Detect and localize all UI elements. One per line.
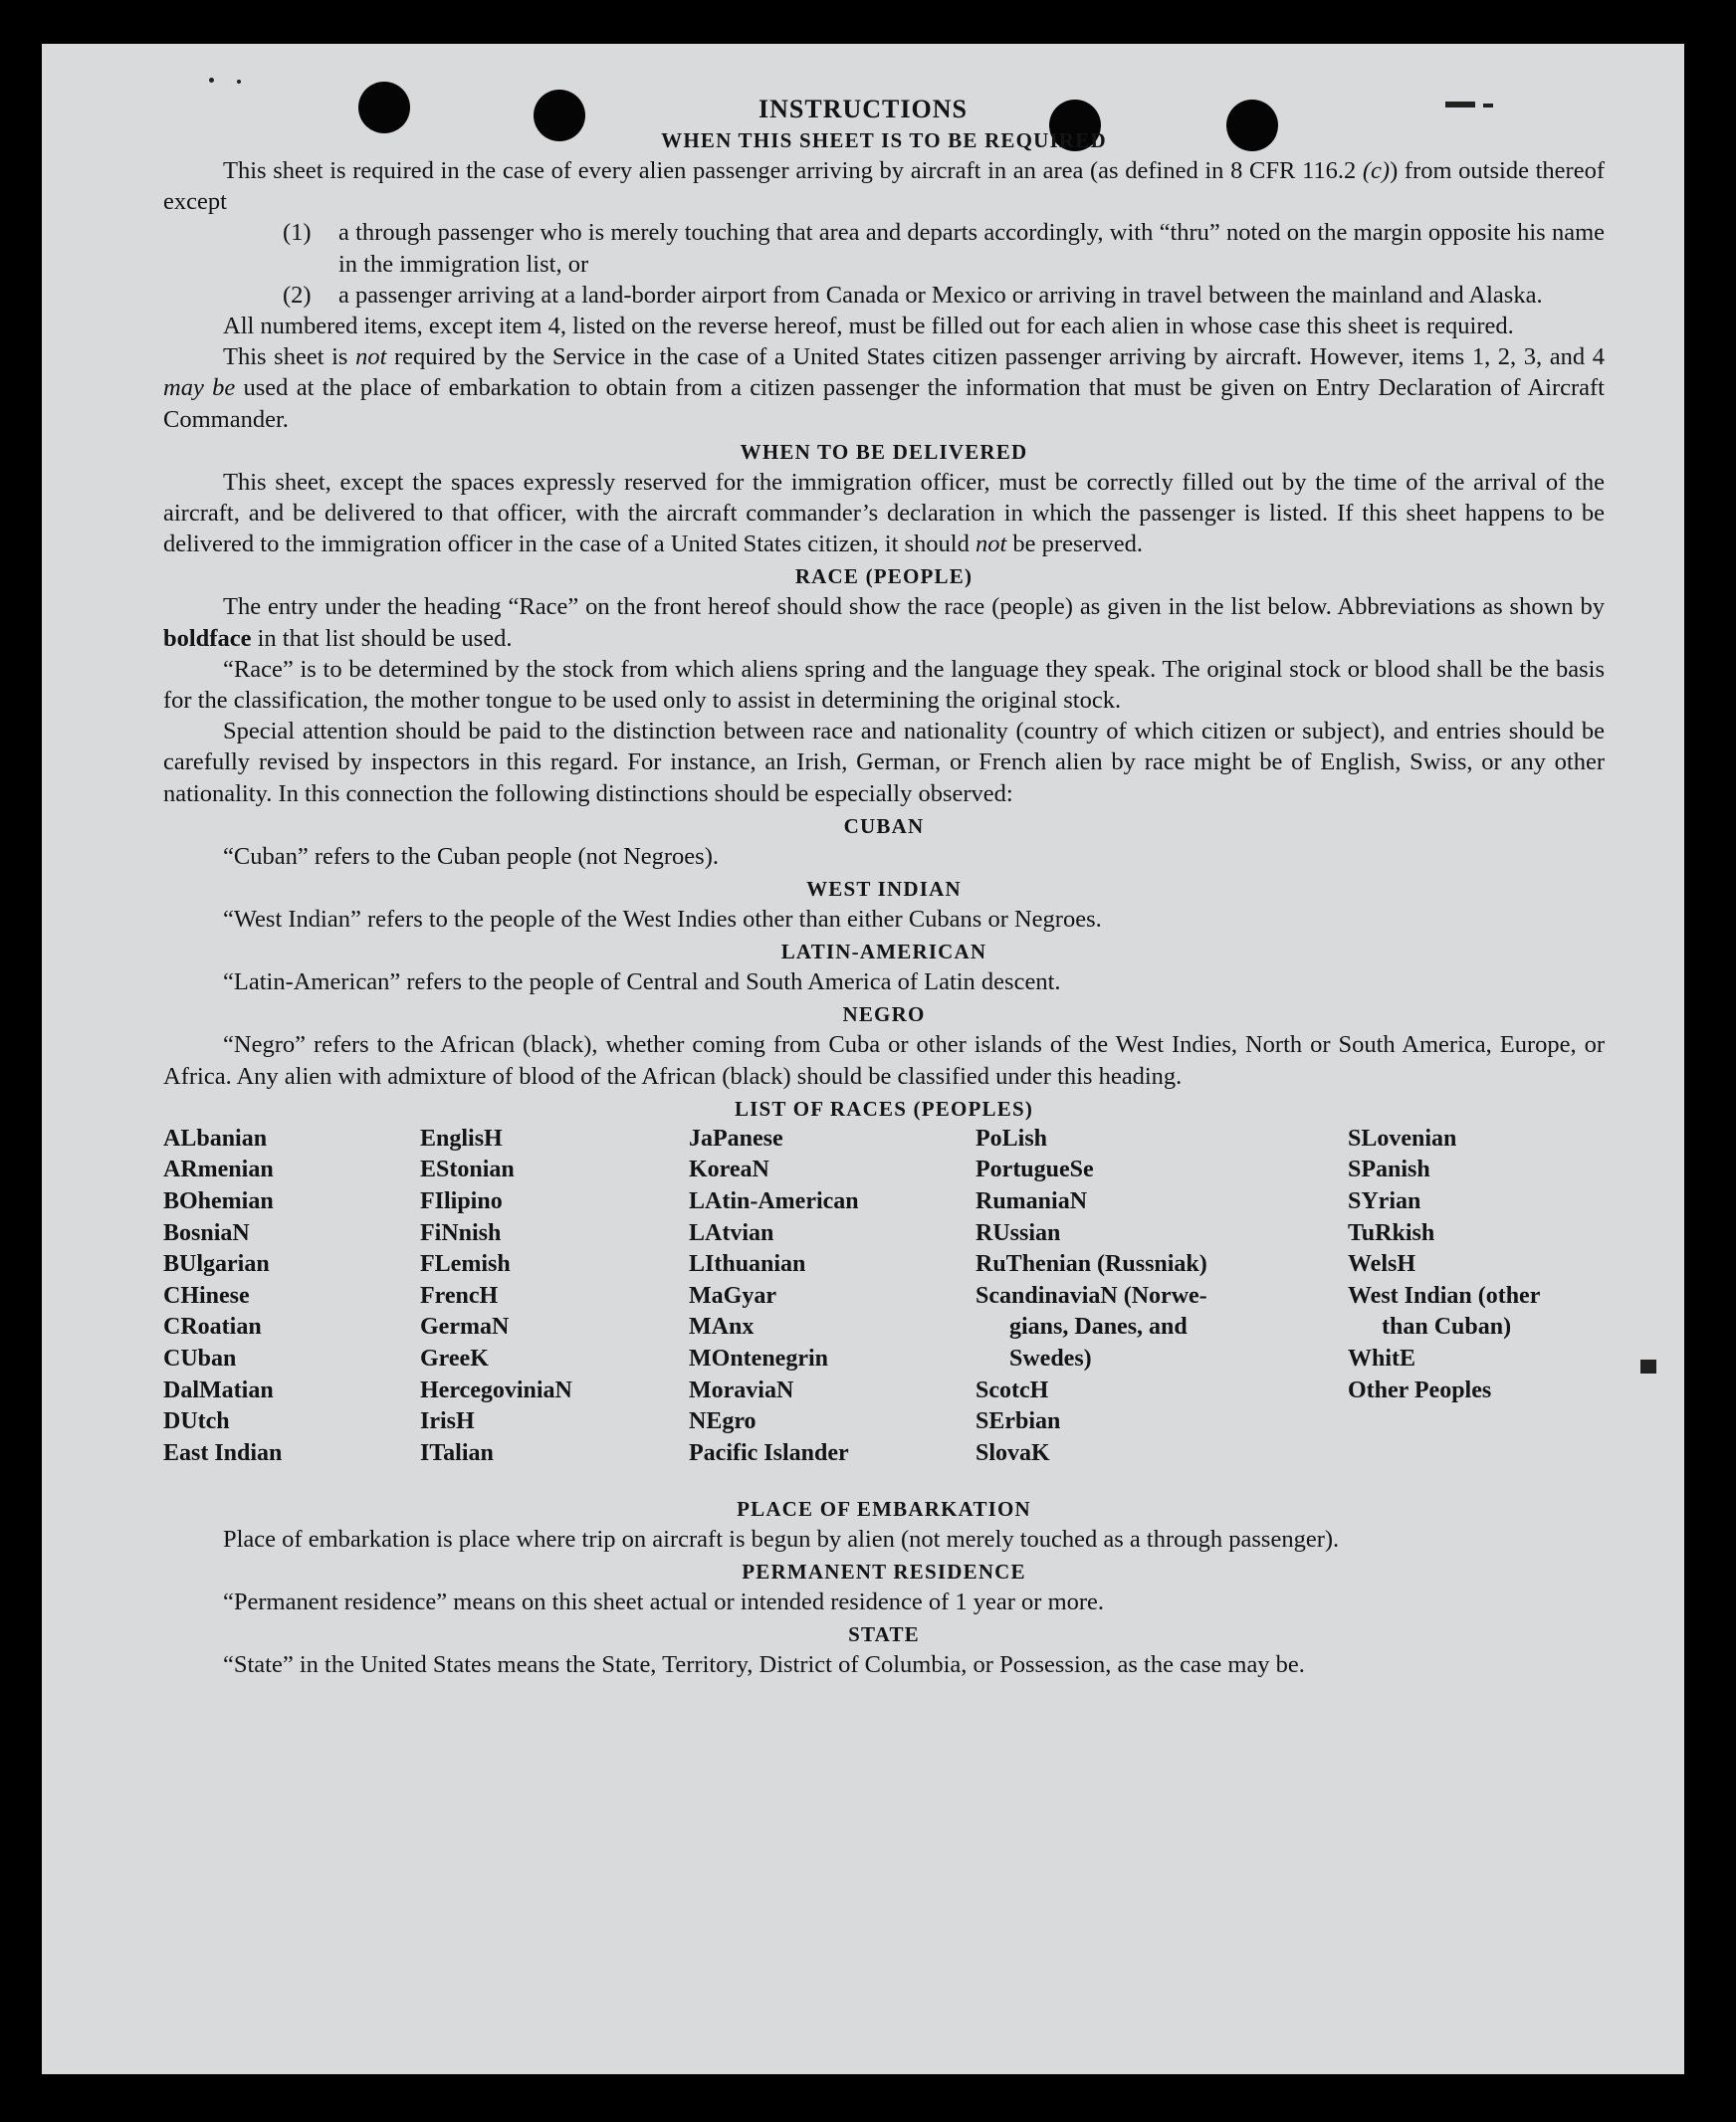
race-entry: Other Peoples bbox=[1348, 1377, 1492, 1403]
race-entry: CRoatian bbox=[163, 1314, 262, 1341]
heading-list-of-races: LIST OF RACES (PEOPLES) bbox=[734, 1096, 1034, 1121]
race-entry: SPanish bbox=[1348, 1157, 1430, 1183]
paragraph-race-1: The entry under the heading “Race” on the front hereof should show the race (people) as given in the list below. Abbreviations as shown by boldface in that list should be used. bbox=[163, 593, 1605, 652]
race-entry: MoraviaN bbox=[689, 1377, 794, 1403]
list-of-races bbox=[163, 1124, 1605, 1492]
race-entry: FIlipino bbox=[420, 1188, 503, 1215]
race-entry: MAnx bbox=[689, 1314, 755, 1341]
race-entry: PortugueSe bbox=[976, 1157, 1094, 1183]
ink-mark bbox=[237, 80, 241, 84]
paragraph-cuban: “Cuban” refers to the Cuban people (not Negroes). bbox=[223, 842, 719, 870]
heading-race: RACE (PEOPLE) bbox=[794, 564, 974, 589]
race-entry: JaPanese bbox=[689, 1125, 783, 1152]
paragraph-race-2: “Race” is to be determined by the stock from which aliens spring and the language they speak. The original stock or blood shall be the basis for the classification, the mother tongue to be used only to assist in determining the original stock. bbox=[163, 655, 1605, 715]
race-entry: ALbanian bbox=[163, 1125, 268, 1152]
instructions-body bbox=[163, 123, 1605, 1680]
race-entry: MOntenegrin bbox=[689, 1346, 828, 1373]
paragraph-latin-american: “Latin-American” refers to the people of Central and South America of Latin descent. bbox=[223, 968, 1061, 996]
page-title: INSTRUCTIONS bbox=[759, 95, 968, 123]
race-entry: FrencH bbox=[420, 1282, 499, 1309]
paragraph-negro: “Negro” refers to the African (black), whether coming from Cuba or other islands of the West Indies, North or South America, Europe, or Africa. Any alien with admixture of blood of the African (black) should be classified under this heading. bbox=[163, 1031, 1605, 1090]
paragraph-citizen: This sheet is not required by the Service in the case of a United States citizen passenger arriving by aircraft. However, items 1, 2, 3, and 4 may be used at the place of embarkation to obtain from a citizen passenger the information that must be given on Entry Declaration of Aircraft Commander. bbox=[163, 343, 1605, 433]
race-column-2 bbox=[420, 1124, 572, 1470]
race-entry: gians, Danes, and bbox=[1009, 1314, 1188, 1341]
paragraph-residence: “Permanent residence” means on this sheet actual or intended residence of 1 year or more. bbox=[223, 1589, 1105, 1616]
race-entry: WelsH bbox=[1348, 1251, 1416, 1278]
race-entry: GreeK bbox=[420, 1346, 489, 1373]
race-column-5 bbox=[1348, 1124, 1540, 1406]
race-entry: CHinese bbox=[163, 1282, 250, 1309]
document-page bbox=[42, 44, 1684, 2074]
race-entry: LIthuanian bbox=[689, 1251, 806, 1278]
race-entry: RUssian bbox=[976, 1219, 1061, 1246]
race-entry: East Indian bbox=[163, 1439, 283, 1466]
paragraph-race-3: Special attention should be paid to the distinction between race and nationality (country of which citizen or subject), and entries should be carefully revised by inspectors in this regard. For instance, an Irish, German, or French alien by race might be of English, Swiss, or any other nationality. In this connection the following distinctions should be especially observed: bbox=[163, 718, 1605, 807]
race-entry: MaGyar bbox=[689, 1282, 776, 1309]
paragraph-delivered: This sheet, except the spaces expressly reserved for the immigration officer, must be correctly filled out by the time of the arrival of the aircraft, and be delivered to that officer, with the aircraft commander’s declaration in which the passenger is listed. If this sheet happens to be delivered to the immigration officer in the case of a United States citizen, it should not be preserved. bbox=[163, 468, 1605, 558]
heading-when-delivered: WHEN TO BE DELIVERED bbox=[740, 439, 1028, 464]
heading-state: STATE bbox=[848, 1622, 920, 1647]
race-column-3 bbox=[689, 1124, 859, 1470]
race-entry: BosniaN bbox=[163, 1219, 250, 1246]
race-entry: NEgro bbox=[689, 1408, 757, 1435]
race-entry: CUban bbox=[163, 1346, 237, 1373]
race-entry: ScotcH bbox=[976, 1377, 1049, 1403]
race-entry: FLemish bbox=[420, 1251, 511, 1278]
race-entry: LAtin-American bbox=[689, 1188, 859, 1215]
exception-item-2: (2) a passenger arriving at a land-border airport from Canada or Mexico or arriving in travel between the mainland and Alaska. bbox=[283, 281, 1543, 309]
race-entry: LAtvian bbox=[689, 1219, 774, 1246]
paragraph-embarkation: Place of embarkation is place where trip on aircraft is begun by alien (not merely touched as a through passenger). bbox=[223, 1525, 1340, 1553]
race-entry: IrisH bbox=[420, 1408, 475, 1435]
heading-cuban: CUBAN bbox=[843, 813, 925, 838]
heading-permanent-residence: PERMANENT RESIDENCE bbox=[742, 1560, 1026, 1585]
race-column-1 bbox=[163, 1124, 282, 1470]
race-entry: West Indian (other bbox=[1348, 1282, 1541, 1309]
race-entry: Pacific Islander bbox=[689, 1439, 849, 1466]
exception-item-1: (1) a through passenger who is merely touching that area and departs accordingly, with “thru” noted on the margin opposite his name in the immigration list, or bbox=[283, 219, 1605, 278]
heading-negro: NEGRO bbox=[842, 1002, 926, 1027]
race-entry: TuRkish bbox=[1348, 1219, 1435, 1246]
race-entry: FiNnish bbox=[420, 1219, 502, 1246]
race-entry: ITalian bbox=[420, 1439, 494, 1466]
heading-place-of-embarkation: PLACE OF EMBARKATION bbox=[737, 1496, 1031, 1521]
race-entry: than Cuban) bbox=[1382, 1314, 1512, 1341]
race-entry: PoLish bbox=[976, 1125, 1048, 1152]
race-entry: BOhemian bbox=[163, 1188, 274, 1215]
race-entry: KoreaN bbox=[689, 1157, 769, 1183]
race-entry: SErbian bbox=[976, 1408, 1061, 1435]
paragraph-state: “State” in the United States means the State, Territory, District of Columbia, or Possession, as the case may be. bbox=[223, 1651, 1305, 1679]
race-entry: Swedes) bbox=[1009, 1346, 1092, 1373]
paragraph-west-indian: “West Indian” refers to the people of the West Indies other than either Cubans or Negroes. bbox=[223, 906, 1102, 934]
ink-mark bbox=[209, 78, 214, 83]
race-entry: WhitE bbox=[1348, 1346, 1416, 1373]
heading-when-required: WHEN THIS SHEET IS TO BE REQUIRED bbox=[661, 128, 1107, 152]
race-entry: ARmenian bbox=[163, 1157, 274, 1183]
race-entry: SlovaK bbox=[976, 1439, 1050, 1466]
heading-latin-american: LATIN-AMERICAN bbox=[780, 940, 987, 964]
paragraph-required: This sheet is required in the case of every alien passenger arriving by aircraft in an area (as defined in 8 CFR 116.2 (c)) from outside thereof except bbox=[163, 157, 1605, 216]
race-column-4 bbox=[976, 1124, 1207, 1470]
paragraph-numbered-items: All numbered items, except item 4, listed on the reverse hereof, must be filled out for each alien in whose case this sheet is required. bbox=[223, 313, 1514, 340]
race-entry: RumaniaN bbox=[976, 1188, 1088, 1215]
race-entry: SYrian bbox=[1348, 1188, 1421, 1215]
race-entry: ScandinaviaN (Norwe- bbox=[976, 1282, 1207, 1309]
race-entry: GermaN bbox=[420, 1314, 510, 1341]
race-entry: DUtch bbox=[163, 1408, 230, 1435]
ink-mark bbox=[1640, 1360, 1656, 1374]
race-entry: BUlgarian bbox=[163, 1251, 270, 1278]
race-entry: RuThenian (Russniak) bbox=[976, 1251, 1207, 1278]
race-entry: DalMatian bbox=[163, 1377, 274, 1403]
race-entry: SLovenian bbox=[1348, 1125, 1457, 1152]
heading-west-indian: WEST INDIAN bbox=[806, 877, 962, 902]
race-entry: EStonian bbox=[420, 1157, 515, 1183]
race-entry: HercegoviniaN bbox=[420, 1377, 572, 1403]
race-entry: EnglisH bbox=[420, 1125, 503, 1152]
